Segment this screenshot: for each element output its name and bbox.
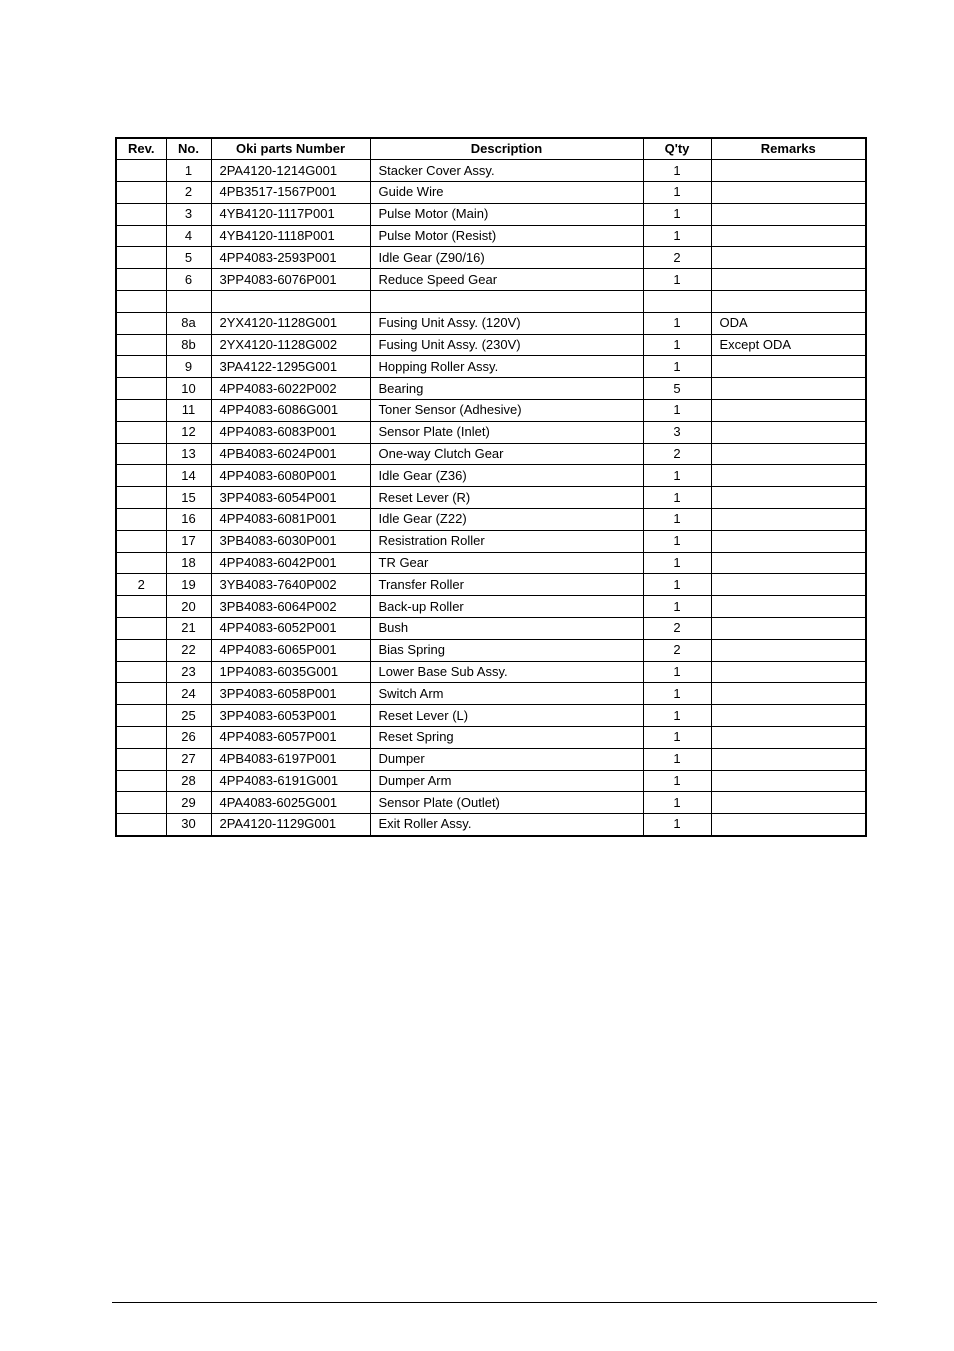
header-remarks: Remarks <box>711 138 866 160</box>
cell-no: 29 <box>166 792 211 814</box>
table-row <box>116 814 866 836</box>
cell-remarks <box>711 203 866 225</box>
cell-rev <box>116 443 166 465</box>
cell-remarks <box>711 574 866 596</box>
cell-no: 26 <box>166 727 211 749</box>
cell-part-number: 2PA4120-1214G001 <box>211 160 370 182</box>
cell-remarks <box>711 400 866 422</box>
parts-list-table <box>115 137 867 837</box>
cell-rev <box>116 182 166 204</box>
cell-description: Fusing Unit Assy. (120V) <box>370 312 643 334</box>
cell-rev <box>116 705 166 727</box>
cell-remarks <box>711 421 866 443</box>
cell-rev <box>116 683 166 705</box>
cell-description: Dumper Arm <box>370 770 643 792</box>
cell-rev: 2 <box>116 574 166 596</box>
cell-remarks <box>711 465 866 487</box>
cell-description: Bush <box>370 618 643 640</box>
cell-rev <box>116 312 166 334</box>
header-description: Description <box>370 138 643 160</box>
cell-part-number: 3PA4122-1295G001 <box>211 356 370 378</box>
cell-quantity: 1 <box>643 160 711 182</box>
cell-remarks <box>711 378 866 400</box>
cell-no: 8b <box>166 334 211 356</box>
cell-no: 15 <box>166 487 211 509</box>
cell-remarks <box>711 530 866 552</box>
cell-remarks <box>711 618 866 640</box>
cell-no: 11 <box>166 400 211 422</box>
cell-rev <box>116 596 166 618</box>
cell-quantity: 2 <box>643 247 711 269</box>
cell-description: Bias Spring <box>370 639 643 661</box>
cell-part-number: 3PB4083-6030P001 <box>211 530 370 552</box>
cell-rev <box>116 269 166 291</box>
cell-description: Dumper <box>370 748 643 770</box>
cell-rev <box>116 225 166 247</box>
cell-remarks <box>711 182 866 204</box>
cell-description: Guide Wire <box>370 182 643 204</box>
cell-quantity: 5 <box>643 378 711 400</box>
cell-no: 1 <box>166 160 211 182</box>
cell-remarks <box>711 639 866 661</box>
cell-description: Bearing <box>370 378 643 400</box>
cell-no: 2 <box>166 182 211 204</box>
cell-part-number: 2PA4120-1129G001 <box>211 814 370 836</box>
cell-part-number: 4PB3517-1567P001 <box>211 182 370 204</box>
cell-description: Lower Base Sub Assy. <box>370 661 643 683</box>
cell-part-number: 4PP4083-6083P001 <box>211 421 370 443</box>
cell-remarks: ODA <box>711 312 866 334</box>
cell-quantity: 1 <box>643 487 711 509</box>
table-row <box>116 312 866 334</box>
cell-part-number: 4PP4083-6191G001 <box>211 770 370 792</box>
cell-rev <box>116 727 166 749</box>
cell-part-number: 4PB4083-6197P001 <box>211 748 370 770</box>
table-row <box>116 400 866 422</box>
cell-quantity: 1 <box>643 770 711 792</box>
cell-remarks <box>711 487 866 509</box>
cell-description: Exit Roller Assy. <box>370 814 643 836</box>
cell-part-number: 4PB4083-6024P001 <box>211 443 370 465</box>
table-row <box>116 356 866 378</box>
cell-part-number: 4PP4083-6080P001 <box>211 465 370 487</box>
cell-quantity: 1 <box>643 356 711 378</box>
cell-rev <box>116 378 166 400</box>
table-row <box>116 705 866 727</box>
cell-part-number: 3PB4083-6064P002 <box>211 596 370 618</box>
cell-quantity: 1 <box>643 552 711 574</box>
table-row <box>116 334 866 356</box>
cell-rev <box>116 203 166 225</box>
cell-description: Stacker Cover Assy. <box>370 160 643 182</box>
cell-description: Sensor Plate (Outlet) <box>370 792 643 814</box>
cell-no: 27 <box>166 748 211 770</box>
cell-no: 19 <box>166 574 211 596</box>
table-row <box>116 225 866 247</box>
cell-no: 24 <box>166 683 211 705</box>
table-row <box>116 443 866 465</box>
table-body <box>116 160 866 836</box>
cell-remarks <box>711 443 866 465</box>
cell-part-number: 4PP4083-6022P002 <box>211 378 370 400</box>
cell-part-number: 4PP4083-6086G001 <box>211 400 370 422</box>
cell-remarks <box>711 269 866 291</box>
cell-part-number: 3PP4083-6054P001 <box>211 487 370 509</box>
cell-quantity: 1 <box>643 792 711 814</box>
cell-quantity: 1 <box>643 661 711 683</box>
cell-description: Idle Gear (Z36) <box>370 465 643 487</box>
cell-rev <box>116 814 166 836</box>
cell-rev <box>116 291 166 313</box>
header-no: No. <box>166 138 211 160</box>
cell-description: Hopping Roller Assy. <box>370 356 643 378</box>
cell-no: 21 <box>166 618 211 640</box>
cell-part-number: 4YB4120-1117P001 <box>211 203 370 225</box>
cell-quantity: 1 <box>643 334 711 356</box>
cell-no: 6 <box>166 269 211 291</box>
cell-quantity: 1 <box>643 748 711 770</box>
cell-quantity: 1 <box>643 530 711 552</box>
cell-quantity: 1 <box>643 596 711 618</box>
cell-no: 13 <box>166 443 211 465</box>
cell-no: 14 <box>166 465 211 487</box>
cell-part-number: 4PA4083-6025G001 <box>211 792 370 814</box>
cell-part-number: 3PP4083-6053P001 <box>211 705 370 727</box>
table-header <box>116 138 866 160</box>
cell-description: One-way Clutch Gear <box>370 443 643 465</box>
cell-part-number: 4PP4083-6065P001 <box>211 639 370 661</box>
cell-description: Reset Spring <box>370 727 643 749</box>
cell-rev <box>116 530 166 552</box>
cell-part-number: 3YB4083-7640P002 <box>211 574 370 596</box>
cell-rev <box>116 770 166 792</box>
cell-description: Sensor Plate (Inlet) <box>370 421 643 443</box>
header-row <box>116 138 866 160</box>
cell-remarks <box>711 705 866 727</box>
table-row <box>116 247 866 269</box>
cell-no: 30 <box>166 814 211 836</box>
table-row <box>116 465 866 487</box>
cell-no: 22 <box>166 639 211 661</box>
cell-rev <box>116 334 166 356</box>
cell-quantity: 1 <box>643 182 711 204</box>
cell-quantity: 1 <box>643 465 711 487</box>
cell-remarks <box>711 596 866 618</box>
cell-quantity: 1 <box>643 814 711 836</box>
cell-description: Pulse Motor (Main) <box>370 203 643 225</box>
cell-no: 12 <box>166 421 211 443</box>
table-row <box>116 203 866 225</box>
cell-quantity: 2 <box>643 443 711 465</box>
cell-quantity: 1 <box>643 225 711 247</box>
header-quantity: Q'ty <box>643 138 711 160</box>
table-row <box>116 552 866 574</box>
table-row <box>116 509 866 531</box>
table-row <box>116 618 866 640</box>
cell-no: 23 <box>166 661 211 683</box>
cell-no: 9 <box>166 356 211 378</box>
table-row <box>116 596 866 618</box>
cell-rev <box>116 465 166 487</box>
table-row <box>116 574 866 596</box>
table-row <box>116 530 866 552</box>
cell-description: Transfer Roller <box>370 574 643 596</box>
cell-rev <box>116 400 166 422</box>
cell-description: Idle Gear (Z90/16) <box>370 247 643 269</box>
cell-rev <box>116 639 166 661</box>
cell-description: Toner Sensor (Adhesive) <box>370 400 643 422</box>
table-row <box>116 727 866 749</box>
cell-no <box>166 291 211 313</box>
cell-quantity: 1 <box>643 509 711 531</box>
cell-rev <box>116 160 166 182</box>
cell-part-number: 4YB4120-1118P001 <box>211 225 370 247</box>
cell-rev <box>116 356 166 378</box>
cell-part-number: 4PP4083-6057P001 <box>211 727 370 749</box>
cell-remarks <box>711 748 866 770</box>
cell-no: 10 <box>166 378 211 400</box>
cell-quantity: 3 <box>643 421 711 443</box>
cell-remarks <box>711 291 866 313</box>
cell-remarks <box>711 247 866 269</box>
cell-quantity: 1 <box>643 269 711 291</box>
cell-no: 28 <box>166 770 211 792</box>
cell-quantity: 1 <box>643 203 711 225</box>
cell-remarks: Except ODA <box>711 334 866 356</box>
cell-no: 5 <box>166 247 211 269</box>
cell-rev <box>116 792 166 814</box>
cell-quantity: 1 <box>643 683 711 705</box>
cell-rev <box>116 487 166 509</box>
table-row <box>116 160 866 182</box>
cell-quantity <box>643 291 711 313</box>
cell-description: Idle Gear (Z22) <box>370 509 643 531</box>
cell-part-number: 4PP4083-6042P001 <box>211 552 370 574</box>
cell-rev <box>116 421 166 443</box>
cell-no: 16 <box>166 509 211 531</box>
cell-rev <box>116 247 166 269</box>
cell-description: Reduce Speed Gear <box>370 269 643 291</box>
cell-part-number: 4PP4083-6081P001 <box>211 509 370 531</box>
cell-part-number <box>211 291 370 313</box>
cell-quantity: 1 <box>643 574 711 596</box>
cell-remarks <box>711 160 866 182</box>
table-row <box>116 748 866 770</box>
cell-description: Pulse Motor (Resist) <box>370 225 643 247</box>
header-part-number: Oki parts Number <box>211 138 370 160</box>
cell-rev <box>116 748 166 770</box>
cell-quantity: 1 <box>643 400 711 422</box>
cell-description: TR Gear <box>370 552 643 574</box>
cell-no: 17 <box>166 530 211 552</box>
table-row <box>116 792 866 814</box>
cell-part-number: 2YX4120-1128G002 <box>211 334 370 356</box>
cell-remarks <box>711 770 866 792</box>
cell-no: 20 <box>166 596 211 618</box>
cell-remarks <box>711 552 866 574</box>
table-row <box>116 639 866 661</box>
cell-remarks <box>711 225 866 247</box>
cell-description: Resistration Roller <box>370 530 643 552</box>
cell-part-number: 3PP4083-6058P001 <box>211 683 370 705</box>
cell-remarks <box>711 356 866 378</box>
cell-no: 4 <box>166 225 211 247</box>
cell-no: 8a <box>166 312 211 334</box>
cell-part-number: 3PP4083-6076P001 <box>211 269 370 291</box>
cell-no: 25 <box>166 705 211 727</box>
cell-quantity: 2 <box>643 639 711 661</box>
cell-quantity: 1 <box>643 727 711 749</box>
cell-description: Reset Lever (R) <box>370 487 643 509</box>
cell-description <box>370 291 643 313</box>
cell-rev <box>116 552 166 574</box>
cell-rev <box>116 618 166 640</box>
cell-remarks <box>711 509 866 531</box>
cell-no: 18 <box>166 552 211 574</box>
table-row <box>116 291 866 313</box>
cell-quantity: 2 <box>643 618 711 640</box>
cell-remarks <box>711 814 866 836</box>
footer-divider <box>112 1302 877 1303</box>
cell-description: Back-up Roller <box>370 596 643 618</box>
cell-remarks <box>711 661 866 683</box>
table-row <box>116 770 866 792</box>
cell-rev <box>116 661 166 683</box>
cell-part-number: 4PP4083-6052P001 <box>211 618 370 640</box>
cell-part-number: 4PP4083-2593P001 <box>211 247 370 269</box>
cell-remarks <box>711 792 866 814</box>
cell-part-number: 1PP4083-6035G001 <box>211 661 370 683</box>
table-row <box>116 182 866 204</box>
cell-part-number: 2YX4120-1128G001 <box>211 312 370 334</box>
cell-description: Switch Arm <box>370 683 643 705</box>
cell-description: Fusing Unit Assy. (230V) <box>370 334 643 356</box>
cell-remarks <box>711 683 866 705</box>
table-row <box>116 421 866 443</box>
table-row <box>116 661 866 683</box>
cell-description: Reset Lever (L) <box>370 705 643 727</box>
cell-quantity: 1 <box>643 705 711 727</box>
cell-no: 3 <box>166 203 211 225</box>
cell-rev <box>116 509 166 531</box>
table-row <box>116 269 866 291</box>
cell-remarks <box>711 727 866 749</box>
table-row <box>116 378 866 400</box>
cell-quantity: 1 <box>643 312 711 334</box>
table-row <box>116 487 866 509</box>
table-row <box>116 683 866 705</box>
header-rev: Rev. <box>116 138 166 160</box>
